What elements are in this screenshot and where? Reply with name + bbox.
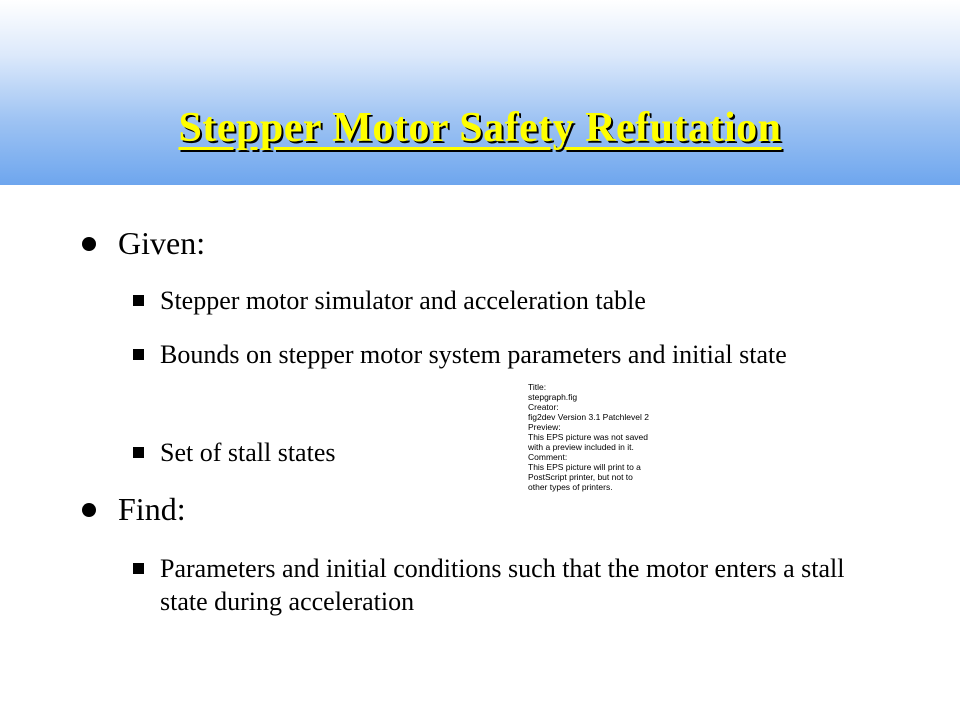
find-label: Find: [118,491,186,527]
square-bullet-icon [133,349,144,360]
given-item-text: Bounds on stepper motor system parameters and initial state [160,340,787,369]
eps-preview-placeholder [528,382,649,494]
eps-line: PostScript printer, but not to [528,472,633,482]
eps-line: This EPS picture was not saved [528,432,649,442]
eps-line: Title: [528,382,547,392]
eps-line: fig2dev Version 3.1 Patchlevel 2 [528,412,649,422]
given-item-text: Stepper motor simulator and acceleration table [160,286,646,315]
round-bullet-icon [82,503,96,517]
find-item-text: Parameters and initial conditions such that the motor enters a stall state during acceleration [160,554,845,616]
header-band [0,0,960,185]
square-bullet-icon [133,447,144,458]
eps-line: stepgraph.fig [528,392,578,402]
eps-line: Preview: [528,422,561,432]
eps-line: This EPS picture will print to a [528,462,641,472]
round-bullet-icon [82,237,96,251]
slide-title: Stepper Motor Safety Refutation [178,105,782,151]
square-bullet-icon [133,563,144,574]
eps-line: other types of printers. [528,482,613,492]
eps-line: Creator: [528,402,559,412]
eps-line: Comment: [528,452,568,462]
square-bullet-icon [133,295,144,306]
eps-line: with a preview included in it. [528,442,634,452]
given-item-text: Set of stall states [160,438,336,467]
given-label: Given: [118,225,206,261]
